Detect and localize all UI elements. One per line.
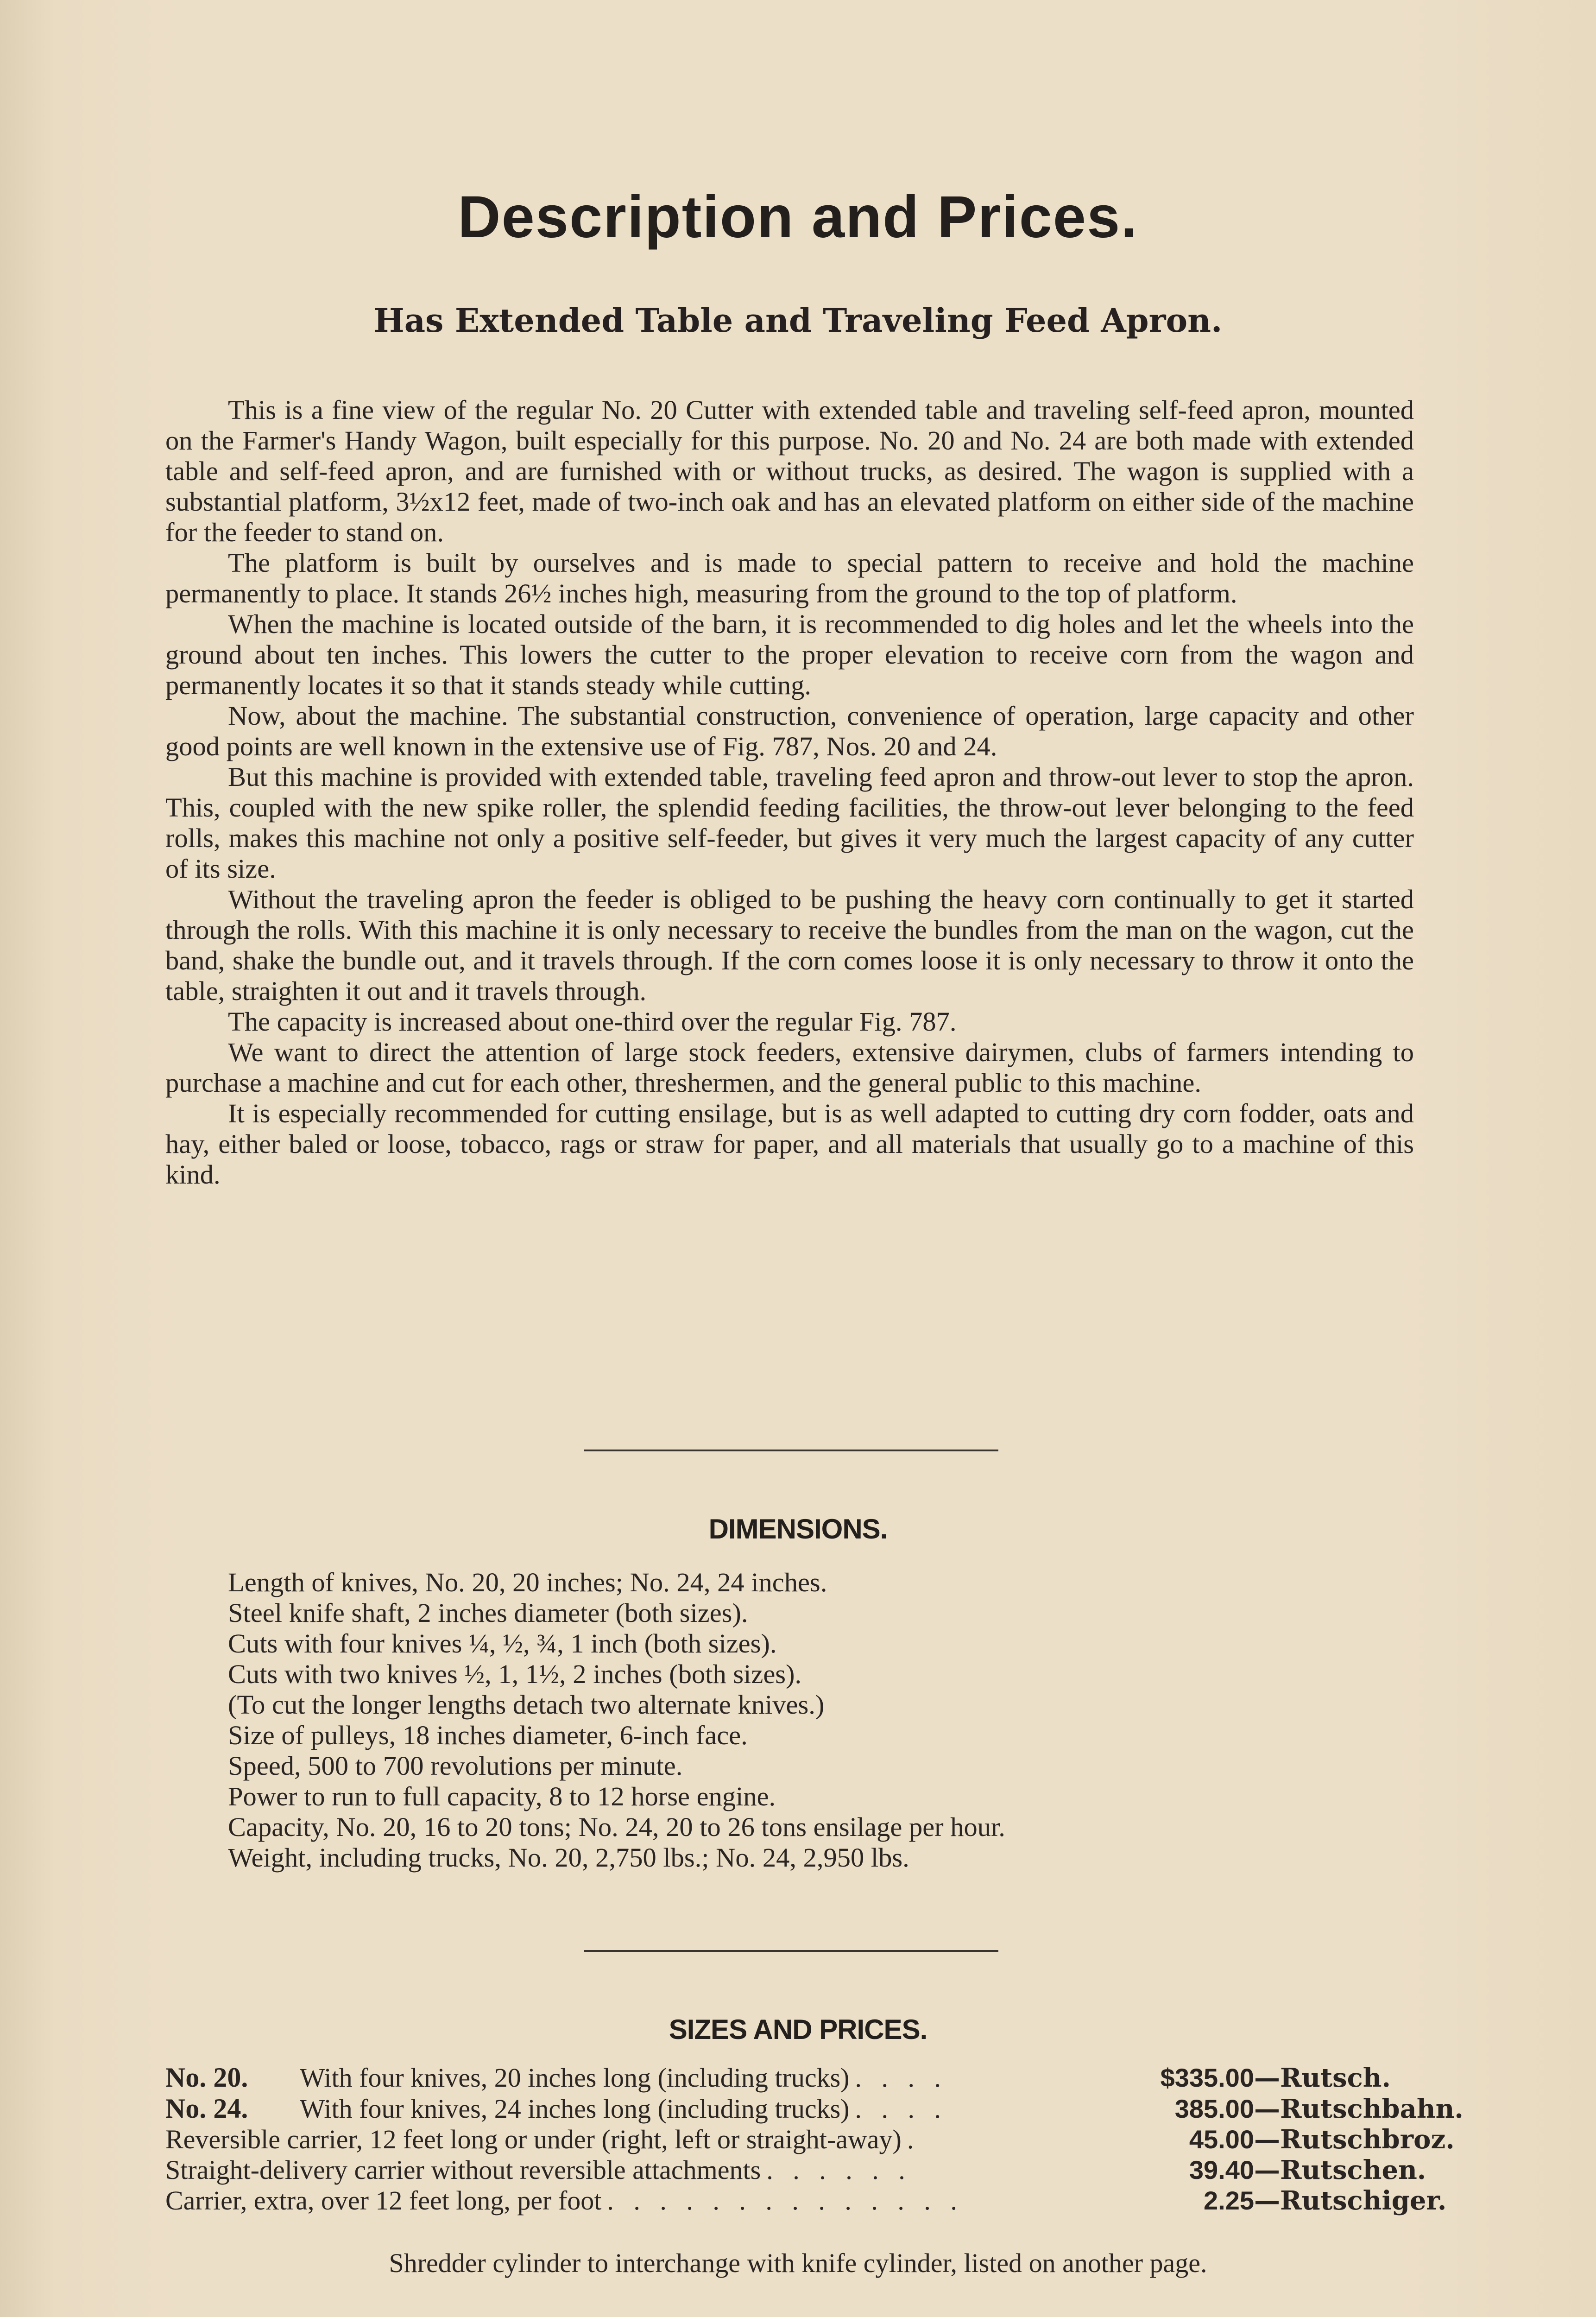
page-subtitle: Has Extended Table and Traveling Feed Apron. [373, 301, 1223, 340]
dimensions-heading: DIMENSIONS. [708, 1513, 888, 1545]
list-item: (To cut the longer lengths detach two alternate knives.) [228, 1690, 825, 1720]
list-item: Weight, including trucks, No. 20, 2,750 lbs.; No. 24, 2,950 lbs. [228, 1842, 909, 1873]
price [1115, 2185, 1447, 2216]
price-list [165, 2062, 1464, 2216]
cable-code: —Rutschbahn. [1254, 2094, 1464, 2124]
dimensions-list [228, 1567, 1432, 1873]
price [1115, 2063, 1416, 2093]
list-item: Power to run to full capacity, 8 to 12 horse engine. [228, 1781, 776, 1811]
paragraph: It is especially recommended for cutting ensilage, but is as well adapted to cutting dry corn fodder, oats and hay, either baled or loose, tobacco, rags or straw for paper, and all materials that usually go to a machine of this kind. [165, 1098, 1414, 1190]
cable-code: —Rutsch. [1254, 2063, 1391, 2093]
paragraph: Now, about the machine. The substantial construction, convenience of operation, large capacity and other good points are well known in the extensive use of Fig. 787, Nos. 20 and 24. [165, 701, 1414, 761]
price-amount: $335.00 [1160, 2063, 1254, 2092]
paragraph: The platform is built by ourselves and is made to special pattern to receive and hold the machine permanently to place. It stands 26½ inches high, measuring from the ground to the top of platform. [165, 548, 1414, 608]
list-item: Cuts with two knives ½, 1, 1½, 2 inches (both sizes). [228, 1659, 802, 1689]
model-number: No. 24. [165, 2093, 248, 2124]
leader-dots: . . . . . . . . . . . . . . [607, 2185, 964, 2216]
leader-dots: . . . . [855, 2063, 947, 2093]
price-amount: 385.00 [1174, 2094, 1254, 2123]
price-row [165, 2155, 1426, 2185]
cable-code: —Rutschen. [1254, 2155, 1426, 2185]
paragraph: Without the traveling apron the feeder is obliged to be pushing the heavy corn continually to get it started through the rolls. With this machine it is only necessary to receive the bundles from the man on the wagon, cut the band, shake the bundle out, and it travels through. If the corn comes loose it is only necessary to throw it onto the table, straighten it out and it travels through. [165, 884, 1414, 1006]
price-row [165, 2124, 1455, 2155]
price-row [165, 2093, 1464, 2124]
price [1115, 2094, 1464, 2124]
description-body [165, 395, 1414, 1190]
price-amount: 39.40 [1189, 2155, 1254, 2184]
price [1115, 2124, 1455, 2155]
page-title: Description and Prices. [458, 184, 1138, 250]
leader-dots: . [907, 2124, 921, 2154]
paragraph: But this machine is provided with extended table, traveling feed apron and throw-out lever to stop the apron. This, coupled with the new spike roller, the splendid feeding facilities, the throw-out lever belonging to the feed rolls, makes this machine not only a positive self-feeder, but gives it very much the largest capacity of any cutter of its size. [165, 762, 1414, 884]
paragraph: This is a fine view of the regular No. 20 Cutter with extended table and traveling self-feed apron, mounted on the Farmer's Handy Wagon, built especially for this purpose. No. 20 and No. 24 are both made with extended table and self-feed apron, and are furnished with or without trucks, as desired. The wagon is supplied with a substantial platform, 3½x12 feet, made of two-inch oak and has an elevated platform on either side of the machine for the feeder to stand on. [165, 395, 1414, 547]
cable-code: —Rutschbroz. [1254, 2124, 1455, 2155]
list-item: Size of pulleys, 18 inches diameter, 6-inch face. [228, 1720, 748, 1750]
price-description: Reversible carrier, 12 feet long or under (right, left or straight-away) [165, 2124, 902, 2154]
shredder-note: Shredder cylinder to interchange with knife cylinder, listed on another page. [389, 2248, 1207, 2278]
price-amount: 45.00 [1189, 2125, 1254, 2154]
paragraph: When the machine is located outside of the barn, it is recommended to dig holes and let the wheels into the ground about ten inches. This lowers the cutter to the proper elevation to receive corn from the wagon and permanently locates it so that it stands steady while cutting. [165, 609, 1414, 700]
list-item: Length of knives, No. 20, 20 inches; No. 24, 24 inches. [228, 1567, 827, 1597]
price-description: With four knives, 24 inches long (including trucks) [300, 2094, 850, 2124]
list-item: Cuts with four knives ¼, ½, ¾, 1 inch (both sizes). [228, 1628, 777, 1659]
list-item: Steel knife shaft, 2 inches diameter (both sizes). [228, 1598, 748, 1628]
leader-dots: . . . . . . [766, 2155, 912, 2185]
price-row [165, 2062, 1416, 2093]
section-divider [584, 1950, 998, 1952]
section-divider [584, 1450, 998, 1451]
prices-heading: SIZES AND PRICES. [669, 2014, 927, 2045]
cable-code: —Rutschiger. [1254, 2185, 1447, 2216]
paragraph: The capacity is increased about one-third over the regular Fig. 787. [228, 1007, 957, 1037]
list-item: Speed, 500 to 700 revolutions per minute. [228, 1751, 683, 1781]
leader-dots: . . . . [855, 2094, 947, 2124]
price [1115, 2155, 1426, 2185]
price-description: Straight-delivery carrier without reversible attachments [165, 2155, 761, 2185]
list-item: Capacity, No. 20, 16 to 20 tons; No. 24, 20 to 26 tons ensilage per hour. [228, 1812, 1005, 1842]
price-row [165, 2185, 1447, 2216]
price-description: With four knives, 20 inches long (including trucks) [300, 2063, 850, 2093]
price-amount: 2.25 [1204, 2186, 1254, 2215]
paragraph: We want to direct the attention of large stock feeders, extensive dairymen, clubs of farmers intending to purchase a machine and cut for each other, threshermen, and the general public to this machine. [165, 1037, 1414, 1098]
price-description: Carrier, extra, over 12 feet long, per foot [165, 2185, 602, 2216]
model-number: No. 20. [165, 2062, 248, 2093]
